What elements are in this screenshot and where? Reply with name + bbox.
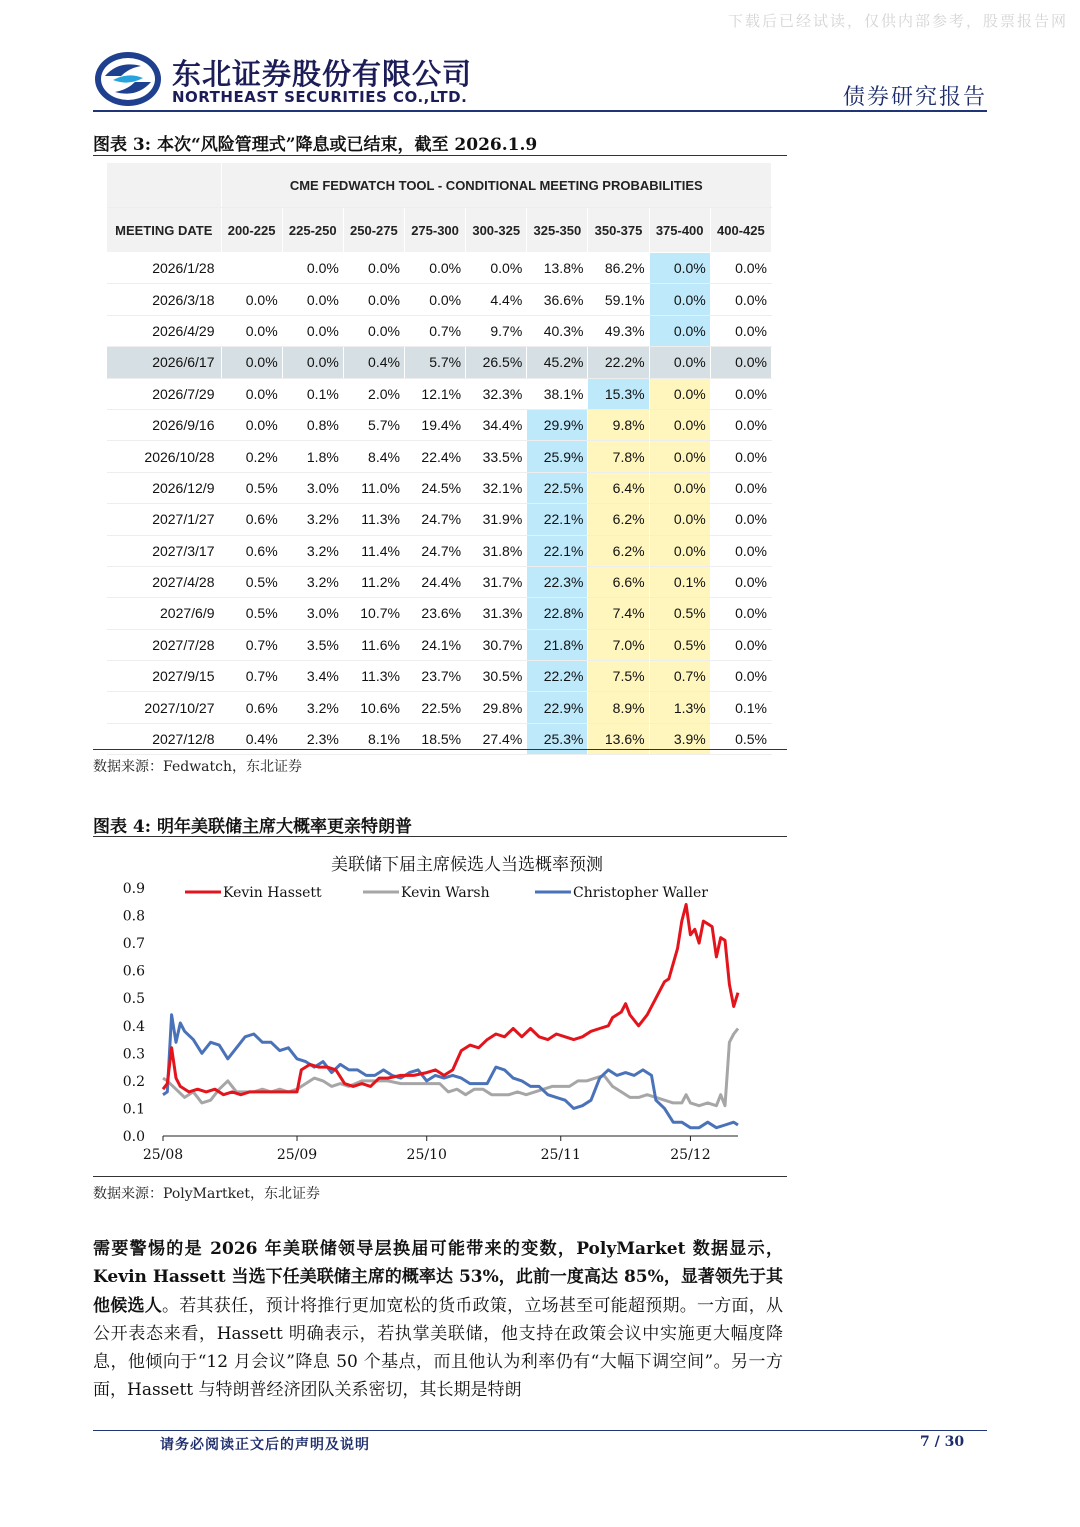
probability-cell: 26.5% — [466, 347, 527, 378]
probability-cell: 32.1% — [466, 472, 527, 503]
figure3-rule — [93, 155, 787, 156]
probability-cell: 9.8% — [588, 409, 649, 440]
figure3-source: 数据来源：Fedwatch，东北证券 — [93, 759, 303, 775]
probability-cell: 0.0% — [710, 535, 771, 566]
probability-cell: 0.0% — [404, 253, 465, 284]
figure4-title: 图表 4: 明年美联储主席大概率更亲特朗普 — [93, 817, 412, 837]
para-s2: 2026 — [202, 1239, 265, 1259]
body-paragraph — [93, 1235, 783, 1405]
probability-cell: 0.0% — [343, 315, 404, 346]
probability-cell: 7.8% — [588, 441, 649, 472]
col-header: 275-300 — [404, 208, 465, 253]
col-header: 325-350 — [527, 208, 588, 253]
report-type: 债券研究报告 — [842, 85, 987, 110]
probability-cell: 0.0% — [710, 441, 771, 472]
probability-cell: 0.0% — [710, 284, 771, 315]
meeting-date-cell: 2026/7/29 — [107, 378, 221, 409]
probability-cell: 3.5% — [282, 629, 343, 660]
probability-cell: 29.9% — [527, 409, 588, 440]
probability-cell: 12.1% — [404, 378, 465, 409]
probability-cell: 0.5% — [221, 566, 282, 597]
series-line-kevin-warsh — [163, 1029, 738, 1106]
probability-cell: 7.0% — [588, 629, 649, 660]
table-row — [107, 409, 772, 440]
watermark: 下载后已经试读，仅供内部参考，股票报告网 — [727, 12, 1068, 30]
probability-cell: 13.8% — [527, 253, 588, 284]
fedwatch-table — [107, 163, 772, 755]
probability-cell: 31.9% — [466, 504, 527, 535]
y-tick-label: 0.5 — [122, 991, 145, 1008]
probability-cell: 49.3% — [588, 315, 649, 346]
meeting-date-cell: 2026/1/28 — [107, 253, 221, 284]
probability-cell: 3.0% — [282, 472, 343, 503]
probability-cell: 22.2% — [527, 661, 588, 692]
probability-cell: 22.8% — [527, 598, 588, 629]
probability-cell: 0.0% — [221, 347, 282, 378]
probability-cell: 0.0% — [710, 472, 771, 503]
probability-cell: 0.0% — [649, 284, 710, 315]
y-tick-label: 0.8 — [122, 908, 145, 925]
probability-cell: 15.3% — [588, 378, 649, 409]
probability-cell: 33.5% — [466, 441, 527, 472]
probability-cell: 23.7% — [404, 661, 465, 692]
probability-cell: 32.3% — [466, 378, 527, 409]
table-row — [107, 598, 772, 629]
probability-cell: 31.7% — [466, 566, 527, 597]
probability-cell: 6.2% — [588, 535, 649, 566]
table-row — [107, 253, 772, 284]
probability-cell: 0.0% — [710, 566, 771, 597]
para-s11: ，显著领先于其他候选人 — [93, 1267, 784, 1316]
probability-cell: 18.5% — [404, 723, 465, 754]
table-row — [107, 378, 772, 409]
col-header: 225-250 — [282, 208, 343, 253]
probability-cell: 34.4% — [466, 409, 527, 440]
para-s4: PolyMarket — [576, 1239, 686, 1259]
probability-cell: 22.2% — [588, 347, 649, 378]
meeting-date-cell: 2026/10/28 — [107, 441, 221, 472]
probability-cell: 86.2% — [588, 253, 649, 284]
para-s10: 85% — [623, 1267, 664, 1288]
probability-cell: 25.3% — [527, 723, 588, 754]
probability-cell: 45.2% — [527, 347, 588, 378]
table-row — [107, 566, 772, 597]
probability-cell: 0.0% — [649, 472, 710, 503]
probability-cell: 2.3% — [282, 723, 343, 754]
legend-label: Kevin Warsh — [401, 885, 490, 901]
legend-label: Kevin Hassett — [223, 885, 322, 901]
figure4-bottom-rule — [93, 1176, 787, 1177]
meeting-date-cell: 2027/12/8 — [107, 723, 221, 754]
probability-cell: 23.6% — [404, 598, 465, 629]
probability-cell: 30.5% — [466, 661, 527, 692]
probability-cell: 0.0% — [221, 409, 282, 440]
probability-cell: 3.0% — [282, 598, 343, 629]
para-s1: 需要警惕的是 — [93, 1239, 203, 1259]
probability-cell: 0.5% — [221, 472, 282, 503]
probability-cell: 0.5% — [221, 598, 282, 629]
x-tick-label: 25/12 — [670, 1147, 711, 1163]
probability-cell: 9.7% — [466, 315, 527, 346]
y-tick-label: 0.7 — [122, 936, 145, 953]
probability-cell: 8.1% — [343, 723, 404, 754]
probability-cell: 0.0% — [710, 378, 771, 409]
probability-cell: 40.3% — [527, 315, 588, 346]
probability-cell: 22.5% — [404, 692, 465, 723]
probability-cell: 11.2% — [343, 566, 404, 597]
probability-cell: 6.4% — [588, 472, 649, 503]
probability-cell: 0.1% — [710, 692, 771, 723]
probability-cell: 0.4% — [343, 347, 404, 378]
probability-cell: 0.0% — [343, 253, 404, 284]
table-row — [107, 535, 772, 566]
probability-cell: 0.0% — [710, 409, 771, 440]
probability-cell: 10.6% — [343, 692, 404, 723]
probability-cell: 3.2% — [282, 535, 343, 566]
para-s12: 。若其获任，预计将推行更加宽松的货币政策，立场甚至可能超预期。一方面，从公开表态来看，Hassett 明确表示，若执掌美联储，他支持在政策会议中实施更大幅度降息，他倾向于“12 月会议”降息 50 个基点，而且他认为利率仍有“大幅下调空间”。另一方面，Hassett 与特朗普经济团队关系密切，其长期是特朗 — [93, 1295, 784, 1401]
series-line-kevin-hassett — [163, 905, 738, 1095]
probability-cell: 25.9% — [527, 441, 588, 472]
table-row — [107, 284, 772, 315]
meeting-date-cell: 2026/12/9 — [107, 472, 221, 503]
probability-cell: 0.5% — [710, 723, 771, 754]
meeting-date-cell: 2027/3/17 — [107, 535, 221, 566]
figure3-title: 图表 3: 本次“风险管理式”降息或已结束，截至 2026.1.9 — [93, 135, 538, 155]
table-row — [107, 472, 772, 503]
probability-cell: 6.6% — [588, 566, 649, 597]
col-header: 400-425 — [710, 208, 771, 253]
meeting-date-cell: 2026/3/18 — [107, 284, 221, 315]
probability-cell: 0.0% — [710, 661, 771, 692]
probability-cell: 24.7% — [404, 504, 465, 535]
para-s6: Kevin Hassett — [93, 1267, 226, 1288]
probability-cell: 0.0% — [710, 253, 771, 284]
y-tick-label: 0.0 — [122, 1129, 145, 1145]
probability-cell: 8.9% — [588, 692, 649, 723]
probability-cell: 0.0% — [282, 347, 343, 378]
legend-label: Christopher Waller — [573, 885, 708, 901]
probability-cell: 22.5% — [527, 472, 588, 503]
probability-cell: 31.3% — [466, 598, 527, 629]
x-tick-label: 25/09 — [276, 1147, 318, 1163]
probability-cell: 0.0% — [649, 409, 710, 440]
meeting-date-cell: 2027/1/27 — [107, 504, 221, 535]
company-name-en: NORTHEAST SECURITIES CO.,LTD. — [172, 88, 468, 106]
candidate-probability-chart — [93, 848, 787, 1170]
probability-cell: 11.3% — [343, 661, 404, 692]
col-header: MEETING DATE — [107, 208, 221, 253]
probability-cell: 19.4% — [404, 409, 465, 440]
meeting-date-cell: 2027/6/9 — [107, 598, 221, 629]
probability-cell: 5.7% — [404, 347, 465, 378]
probability-cell: 0.0% — [710, 629, 771, 660]
probability-cell: 59.1% — [588, 284, 649, 315]
figure4-source: 数据来源：PolyMartket，东北证券 — [93, 1186, 321, 1202]
probability-cell: 0.5% — [649, 598, 710, 629]
probability-cell: 0.0% — [221, 284, 282, 315]
probability-cell: 0.0% — [649, 347, 710, 378]
probability-cell: 0.1% — [282, 378, 343, 409]
probability-cell: 3.4% — [282, 661, 343, 692]
probability-cell: 0.0% — [282, 315, 343, 346]
probability-cell: 13.6% — [588, 723, 649, 754]
figure4-rule — [93, 836, 787, 837]
meeting-date-cell: 2026/9/16 — [107, 409, 221, 440]
table-row — [107, 315, 772, 346]
probability-cell: 11.3% — [343, 504, 404, 535]
probability-cell: 0.0% — [649, 378, 710, 409]
table-header-row — [107, 208, 772, 253]
y-tick-label: 0.6 — [122, 963, 145, 980]
para-s8: 53% — [458, 1267, 499, 1288]
x-tick-label: 25/11 — [540, 1147, 581, 1163]
table-body — [107, 253, 772, 755]
footer-disclaimer: 请务必阅读正文后的声明及说明 — [160, 1437, 370, 1453]
probability-cell: 22.3% — [527, 566, 588, 597]
probability-cell: 0.7% — [221, 661, 282, 692]
probability-cell: 0.0% — [649, 441, 710, 472]
probability-cell: 6.2% — [588, 504, 649, 535]
probability-cell: 22.1% — [527, 504, 588, 535]
table-row — [107, 629, 772, 660]
probability-cell: 22.1% — [527, 535, 588, 566]
meeting-date-cell: 2026/4/29 — [107, 315, 221, 346]
probability-cell: 0.4% — [221, 723, 282, 754]
meeting-date-cell: 2027/10/27 — [107, 692, 221, 723]
probability-cell: 0.0% — [649, 535, 710, 566]
table-row — [107, 441, 772, 472]
para-s5: 数据显示， — [685, 1239, 783, 1259]
probability-cell: 0.0% — [710, 347, 771, 378]
header-rule — [93, 110, 987, 112]
col-header: 350-375 — [588, 208, 649, 253]
probability-cell: 31.8% — [466, 535, 527, 566]
company-name-cn: 东北证券股份有限公司 — [172, 57, 473, 91]
figure3-bottom-rule — [93, 749, 787, 750]
probability-cell: 0.0% — [343, 284, 404, 315]
probability-cell: 0.6% — [221, 535, 282, 566]
col-header: 200-225 — [221, 208, 282, 253]
probability-cell: 0.0% — [649, 253, 710, 284]
probability-cell: 24.1% — [404, 629, 465, 660]
probability-cell: 3.2% — [282, 692, 343, 723]
table-corner — [107, 163, 221, 208]
probability-cell: 7.5% — [588, 661, 649, 692]
probability-cell: 0.7% — [649, 661, 710, 692]
probability-cell: 1.8% — [282, 441, 343, 472]
meeting-date-cell: 2026/6/17 — [107, 347, 221, 378]
y-tick-label: 0.1 — [122, 1101, 145, 1118]
probability-cell: 11.6% — [343, 629, 404, 660]
para-s7: 当选下任美联储主席的概率达 — [225, 1267, 459, 1288]
meeting-date-cell: 2027/9/15 — [107, 661, 221, 692]
probability-cell: 0.0% — [710, 598, 771, 629]
table-row — [107, 723, 772, 754]
probability-cell: 30.7% — [466, 629, 527, 660]
chart-title: 美联储下届主席候选人当选概率预测 — [331, 855, 603, 875]
probability-cell: 0.0% — [466, 253, 527, 284]
probability-cell: 21.8% — [527, 629, 588, 660]
probability-cell: 7.4% — [588, 598, 649, 629]
probability-cell: 0.0% — [649, 315, 710, 346]
probability-cell: 29.8% — [466, 692, 527, 723]
table-row — [107, 504, 772, 535]
probability-cell: 22.9% — [527, 692, 588, 723]
probability-cell: 0.7% — [221, 629, 282, 660]
probability-cell: 0.5% — [649, 629, 710, 660]
x-tick-label: 25/08 — [142, 1147, 184, 1163]
probability-cell: 24.7% — [404, 535, 465, 566]
y-tick-label: 0.4 — [122, 1018, 145, 1035]
y-tick-label: 0.9 — [122, 881, 145, 897]
meeting-date-cell: 2027/4/28 — [107, 566, 221, 597]
probability-cell: 36.6% — [527, 284, 588, 315]
probability-cell: 11.4% — [343, 535, 404, 566]
footer-rule — [93, 1430, 987, 1431]
meeting-date-cell: 2027/7/28 — [107, 629, 221, 660]
probability-cell: 0.0% — [649, 504, 710, 535]
probability-cell: 0.2% — [221, 441, 282, 472]
probability-cell: 1.3% — [649, 692, 710, 723]
para-s9: ，此前一度高达 — [498, 1267, 624, 1288]
probability-cell: 3.2% — [282, 566, 343, 597]
probability-cell: 2.0% — [343, 378, 404, 409]
probability-cell: 5.7% — [343, 409, 404, 440]
probability-cell: 0.8% — [282, 409, 343, 440]
probability-cell: 0.0% — [221, 378, 282, 409]
probability-cell: 24.5% — [404, 472, 465, 503]
table-row — [107, 661, 772, 692]
x-tick-label: 25/10 — [406, 1147, 447, 1163]
col-header: 250-275 — [343, 208, 404, 253]
probability-cell: 8.4% — [343, 441, 404, 472]
probability-cell: 0.6% — [221, 692, 282, 723]
probability-cell: 3.9% — [649, 723, 710, 754]
probability-cell: 0.1% — [649, 566, 710, 597]
probability-cell: 0.6% — [221, 504, 282, 535]
probability-cell: 0.0% — [710, 315, 771, 346]
probability-cell: 0.0% — [221, 315, 282, 346]
probability-cell: 10.7% — [343, 598, 404, 629]
y-tick-label: 0.2 — [122, 1073, 145, 1090]
probability-cell: 11.0% — [343, 472, 404, 503]
probability-cell: 38.1% — [527, 378, 588, 409]
col-header: 300-325 — [466, 208, 527, 253]
company-logo — [93, 50, 163, 108]
table-row — [107, 692, 772, 723]
table-title: CME FEDWATCH TOOL - CONDITIONAL MEETING PROBABILITIES — [221, 163, 772, 208]
probability-cell: 0.0% — [404, 284, 465, 315]
probability-cell: 22.4% — [404, 441, 465, 472]
probability-cell: 0.0% — [282, 284, 343, 315]
para-s3: 年美联储领导层换届可能带来的变数， — [264, 1239, 577, 1259]
probability-cell: 0.0% — [710, 504, 771, 535]
page-number: 7 / 30 — [920, 1434, 965, 1450]
probability-cell: 24.4% — [404, 566, 465, 597]
probability-cell: 0.7% — [404, 315, 465, 346]
probability-cell: 0.0% — [282, 253, 343, 284]
col-header: 375-400 — [649, 208, 710, 253]
probability-cell: 3.2% — [282, 504, 343, 535]
probability-cell — [221, 253, 282, 284]
probability-cell: 4.4% — [466, 284, 527, 315]
table-row — [107, 347, 772, 378]
probability-cell: 27.4% — [466, 723, 527, 754]
y-tick-label: 0.3 — [122, 1046, 145, 1063]
